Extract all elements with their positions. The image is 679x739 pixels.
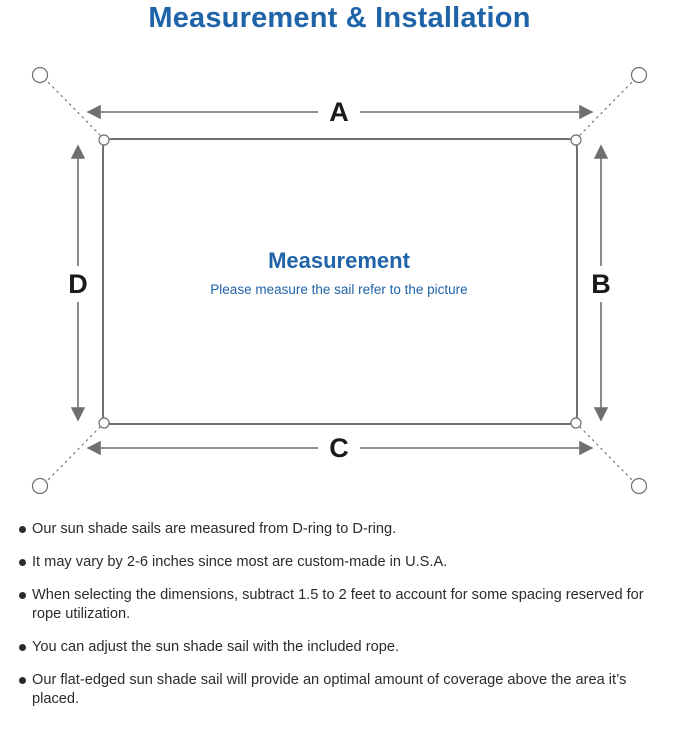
note-text: It may vary by 2-6 inches since most are custom-made in U.S.A. bbox=[32, 554, 448, 570]
d-ring-top-right bbox=[571, 135, 581, 145]
note-text: Our flat-edged sun shade sail will provide an optimal amount of coverage above the area it’s placed. bbox=[32, 672, 627, 707]
anchor-ring-top-left bbox=[33, 68, 48, 83]
list-item bbox=[0, 553, 679, 572]
anchor-ring-bottom-right bbox=[632, 479, 647, 494]
bullet-icon bbox=[12, 586, 32, 599]
note-text: You can adjust the sun shade sail with the included rope. bbox=[32, 639, 399, 655]
note-text: Our sun shade sails are measured from D-ring to D-ring. bbox=[32, 521, 397, 537]
diagram-center-title: Measurement bbox=[268, 248, 410, 273]
anchor-ring-bottom-left bbox=[33, 479, 48, 494]
label-b: B bbox=[591, 269, 611, 299]
anchor-ring-top-right bbox=[632, 68, 647, 83]
list-item bbox=[0, 586, 679, 624]
notes-list bbox=[0, 520, 679, 723]
measurement-diagram bbox=[0, 48, 679, 513]
diagram-center-subtitle: Please measure the sail refer to the picture bbox=[210, 282, 468, 297]
label-d: D bbox=[68, 269, 88, 299]
label-a: A bbox=[329, 97, 349, 127]
d-ring-top-left bbox=[99, 135, 109, 145]
list-item bbox=[0, 638, 679, 657]
list-item bbox=[0, 520, 679, 539]
label-c: C bbox=[329, 433, 349, 463]
bullet-icon bbox=[12, 553, 32, 566]
bullet-icon bbox=[12, 671, 32, 684]
d-ring-bottom-right bbox=[571, 418, 581, 428]
bullet-icon bbox=[12, 520, 32, 533]
page-title: Measurement & Installation bbox=[148, 2, 531, 34]
bullet-icon bbox=[12, 638, 32, 651]
note-text: When selecting the dimensions, subtract 1.5 to 2 feet to account for some spacing reserved for rope utilization. bbox=[32, 587, 644, 622]
d-ring-bottom-left bbox=[99, 418, 109, 428]
list-item bbox=[0, 671, 679, 709]
